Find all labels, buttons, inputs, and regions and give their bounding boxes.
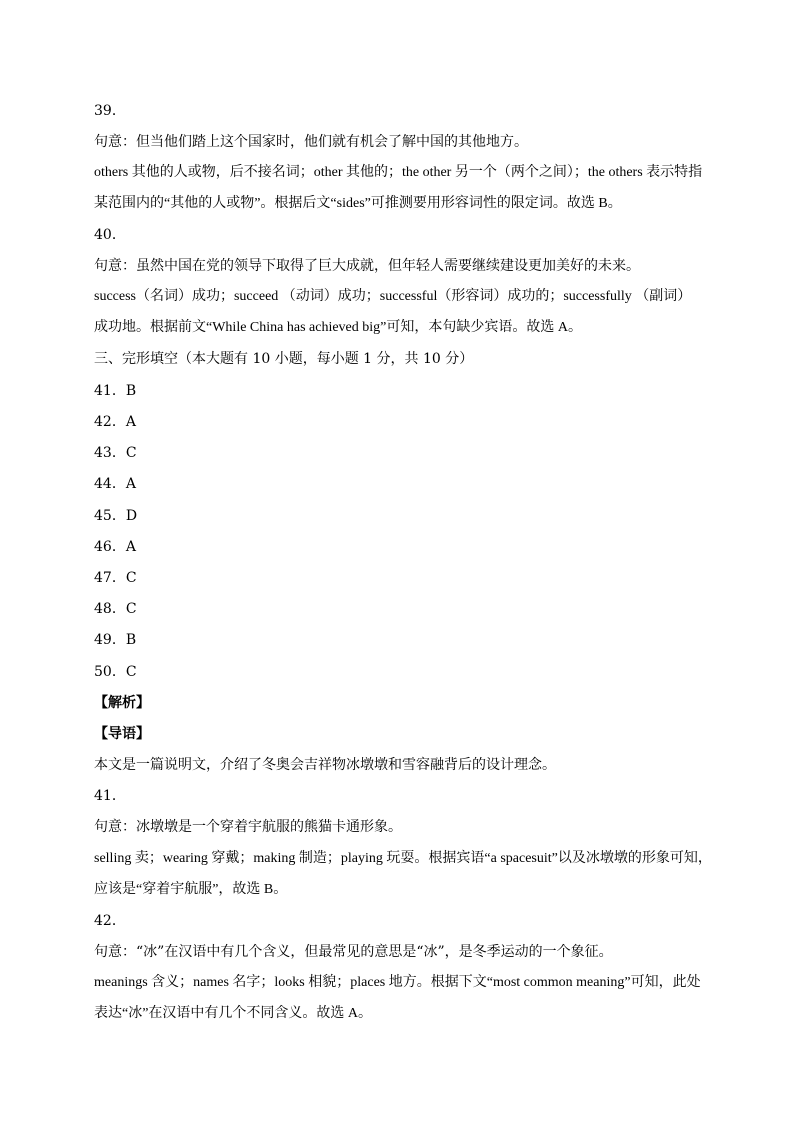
section3-title: 三、完形填空（本大题有 10 小题，每小题 1 分，共 10 分） xyxy=(94,351,474,367)
answer-47: 47．C xyxy=(94,570,137,586)
q41-number: 41． xyxy=(94,788,126,804)
answer-41: 41．B xyxy=(94,383,137,399)
analysis-heading: 【解析】 xyxy=(94,695,150,711)
answer-46: 46．A xyxy=(94,539,136,555)
q40-number: 40． xyxy=(94,227,126,243)
q42-explanation-line1: meanings 含义；names 名字；looks 相貌；places 地方。根据下文“most common meaning”可知，此处 xyxy=(94,975,701,990)
answer-43: 43．C xyxy=(94,445,137,461)
answer-48: 48．C xyxy=(94,601,137,617)
q41-explanation-line2: 应该是“穿着宇航服”，故选 B。 xyxy=(94,882,288,897)
q42-meaning: 句意：“冰”在汉语中有几个含义，但最常见的意思是“冰”，是冬季运动的一个象征。 xyxy=(94,944,613,960)
answer-44: 44．A xyxy=(94,476,136,492)
q42-explanation-line2: 表达“冰”在汉语中有几个不同含义。故选 A。 xyxy=(94,1006,373,1021)
q41-explanation-line1: selling 卖；wearing 穿戴；making 制造；playing 玩耍。根据宾语“a spacesuit”以及冰墩墩的形象可知， xyxy=(94,851,712,866)
q42-number: 42． xyxy=(94,913,126,929)
q40-explanation-line1: success（名词）成功；succeed （动词）成功；successful（形容词）成功的；successfully （副词） xyxy=(94,289,692,304)
answer-42: 42．A xyxy=(94,414,136,430)
answer-45: 45．D xyxy=(94,508,138,524)
answer-49: 49．B xyxy=(94,632,137,648)
intro-heading: 【导语】 xyxy=(94,726,150,742)
q39-explanation-line2: 某范围内的“其他的人或物”。根据后文“sides”可推测要用形容词性的限定词。故选 B。 xyxy=(94,196,622,211)
q40-meaning: 句意：虽然中国在党的领导下取得了巨大成就，但年轻人需要继续建设更加美好的未来。 xyxy=(94,258,640,274)
q39-meaning: 句意：但当他们踏上这个国家时，他们就有机会了解中国的其他地方。 xyxy=(94,134,528,150)
q40-explanation-line2: 成功地。根据前文“While China has achieved big”可知，本句缺少宾语。故选 A。 xyxy=(94,320,582,335)
answer-50: 50．C xyxy=(94,664,137,680)
q39-number: 39． xyxy=(94,103,126,119)
q41-meaning: 句意：冰墩墩是一个穿着宇航服的熊猫卡通形象。 xyxy=(94,819,402,835)
q39-explanation-line1: others 其他的人或物，后不接名词；other 其他的；the other 另一个（两个之间）；the others 表示特指 xyxy=(94,165,703,180)
intro-text: 本文是一篇说明文，介绍了冬奥会吉祥物冰墩墩和雪容融背后的设计理念。 xyxy=(94,757,556,773)
